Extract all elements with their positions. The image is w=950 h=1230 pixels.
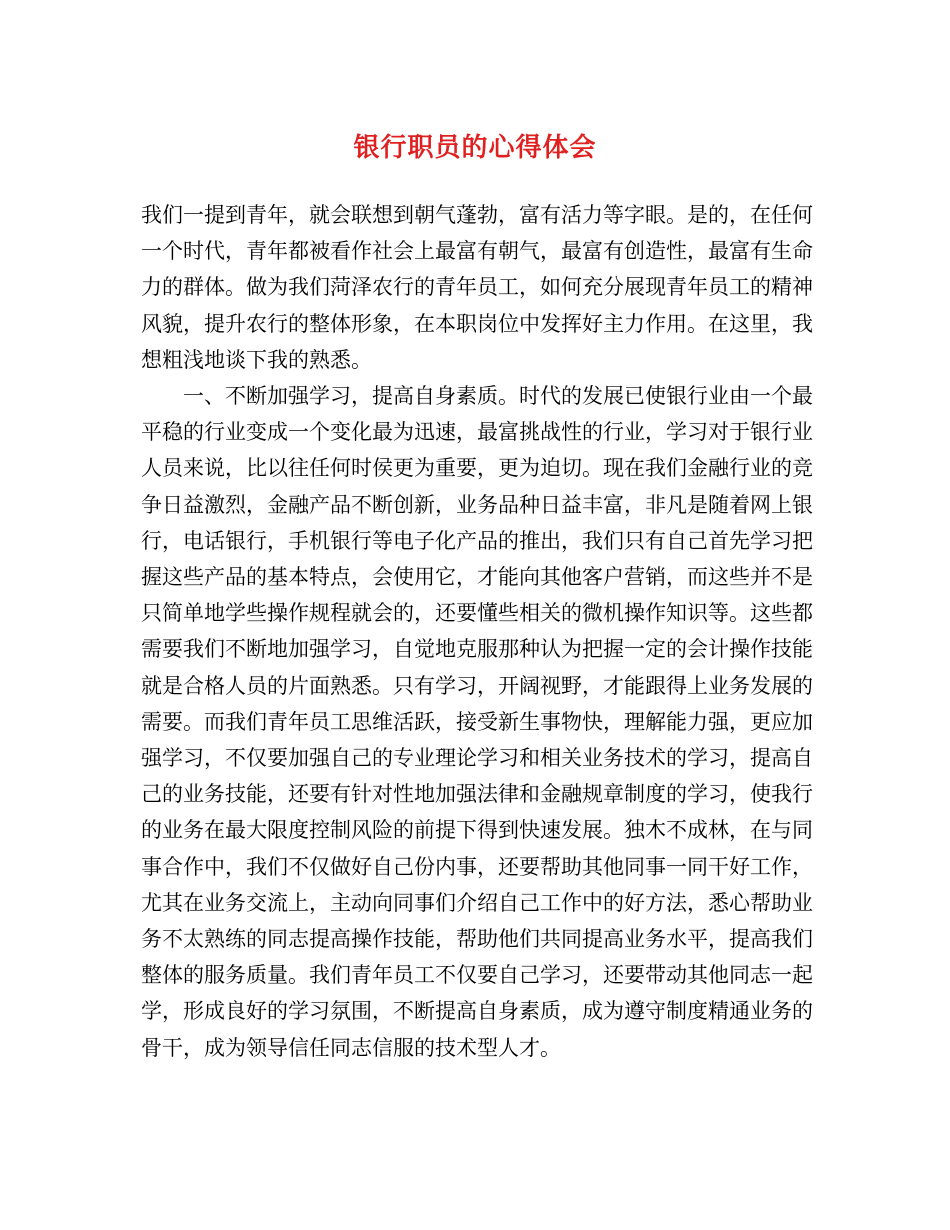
paragraph-intro: 我们一提到青年，就会联想到朝气蓬勃，富有活力等字眼。是的，在任何一个时代，青年都被看作社会上最富有朝气，最富有创造性，最富有生命力的群体。做为我们菏泽农行的青年员工，如何充分展现青年员工的精神风貌，提升农行的整体形象，在本职岗位中发挥好主力作用。在这里，我想粗浅地谈下我的熟悉。 (141, 203, 813, 372)
paragraph-section-one: 一、不断加强学习，提高自身素质。时代的发展已使银行业由一个最平稳的行业变成一个变化最为迅速，最富挑战性的行业，学习对于银行业人员来说，比以往任何时侯更为重要，更为迫切。现在我们金融行业的竞争日益激烈，金融产品不断创新，业务品种日益丰富，非凡是随着网上银行，电话银行，手机银行等电子化产品的推出，我们只有自己首先学习把握这些产品的基本特点，会使用它，才能向其他客户营销，而这些并不是只简单地学些操作规程就会的，还要懂些相关的微机操作知识等。这些都需要我们不断地加强学习，自觉地克服那种认为把握一定的会计操作技能就是合格人员的片面熟悉。只有学习，开阔视野，才能跟得上业务发展的需要。而我们青年员工思维活跃，接受新生事物快，理解能力强，更应加强学习，不仅要加强自己的专业理论学习和相关业务技术的学习，提高自己的业务技能，还要有针对性地加强法律和金融规章制度的学习，使我行的业务在最大限度控制风险的前提下得到快速发展。独木不成林，在与同事合作中，我们不仅做好自己份内事，还要帮助其他同事一同干好工作，尤其在业务交流上，主动向同事们介绍自己工作中的好方法，悉心帮助业务不太熟练的同志提高操作技能，帮助他们共同提高业务水平，提高我们整体的服务质量。我们青年员工不仅要自己学习，还要带动其他同志一起学，形成良好的学习氛围，不断提高自身素质，成为遵守制度精通业务的骨干，成为领导信任同志信服的技术型人才。 (141, 384, 813, 1060)
document-body (141, 197, 813, 1066)
document-title: 银行职员的心得体会 (353, 133, 597, 163)
